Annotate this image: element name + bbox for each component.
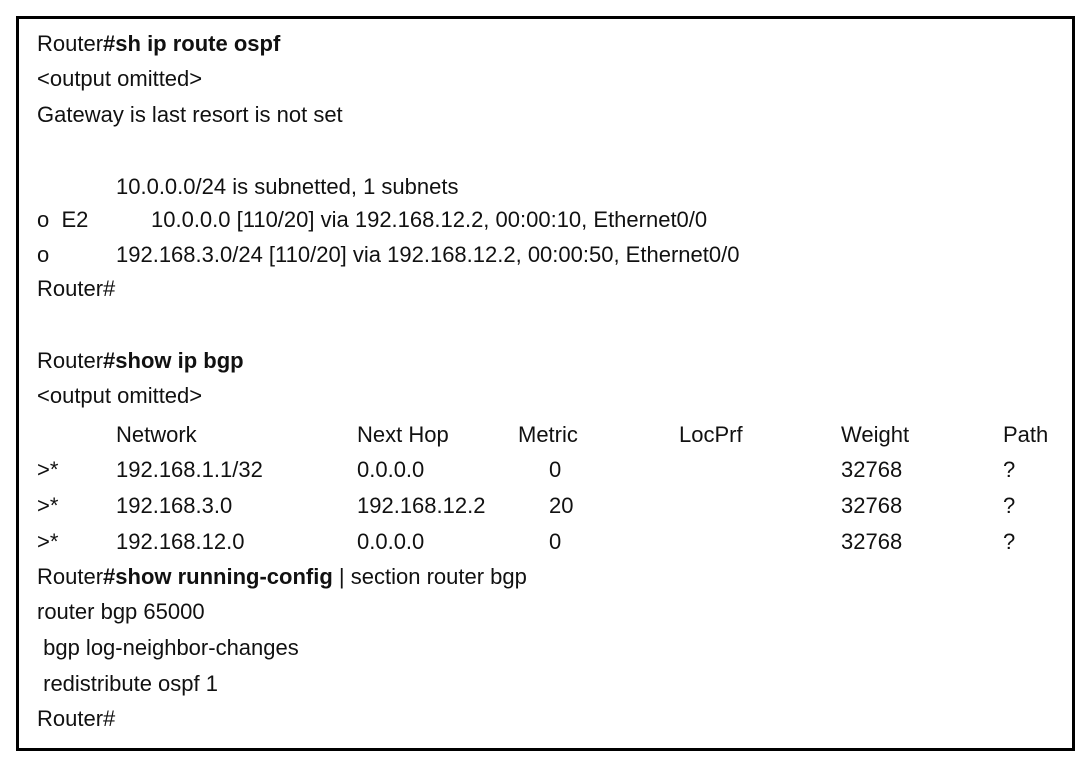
row-status: >* — [37, 457, 59, 482]
prompt: Router — [37, 348, 104, 373]
route-code: o E2 — [37, 207, 89, 232]
config-line: router bgp 65000 — [37, 599, 205, 624]
row-weight: 32768 — [841, 529, 903, 554]
row-next-hop: 0.0.0.0 — [357, 457, 425, 482]
route-code: o — [37, 242, 50, 267]
cli-line-ospf-command — [37, 29, 280, 59]
command-text: #show running-config — [103, 564, 333, 589]
cli-line-prompt: Router# — [37, 706, 116, 731]
column-header-weight: Weight — [841, 422, 910, 447]
row-weight: 32768 — [841, 493, 903, 518]
row-status: >* — [37, 529, 59, 554]
row-metric: 0 — [549, 529, 562, 554]
row-path: ? — [1003, 457, 1016, 482]
route-entry-text: 10.0.0.0 [110/20] via 192.168.12.2, 00:00:10, Ethernet0/0 — [151, 207, 708, 232]
row-weight: 32768 — [841, 457, 903, 482]
cli-line-subnetted: 10.0.0.0/24 is subnetted, 1 subnets — [116, 174, 459, 199]
cli-line-output-omitted: <output omitted> — [37, 66, 203, 91]
column-header-path: Path — [1003, 422, 1049, 447]
prompt: Router — [37, 31, 104, 56]
cli-output-panel — [16, 16, 1075, 751]
column-header-metric: Metric — [518, 422, 578, 447]
config-line: bgp log-neighbor-changes — [37, 635, 299, 660]
column-header-network: Network — [116, 422, 197, 447]
row-next-hop: 192.168.12.2 — [357, 493, 486, 518]
command-text: #sh ip route ospf — [103, 31, 281, 56]
column-header-next-hop: Next Hop — [357, 422, 449, 447]
prompt: Router — [37, 564, 104, 589]
cli-line-config-command — [37, 562, 527, 592]
command-pipe: | section router bgp — [332, 564, 527, 589]
row-metric: 0 — [549, 457, 562, 482]
row-metric: 20 — [549, 493, 574, 518]
column-header-locprf: LocPrf — [679, 422, 743, 447]
cli-line-output-omitted: <output omitted> — [37, 383, 203, 408]
config-line: redistribute ospf 1 — [37, 671, 218, 696]
row-network: 192.168.3.0 — [116, 493, 233, 518]
row-path: ? — [1003, 493, 1016, 518]
route-entry-text: 192.168.3.0/24 [110/20] via 192.168.12.2, 00:00:50, Ethernet0/0 — [116, 242, 740, 267]
row-network: 192.168.12.0 — [116, 529, 245, 554]
cli-line-gateway: Gateway is last resort is not set — [37, 102, 343, 127]
row-next-hop: 0.0.0.0 — [357, 529, 425, 554]
row-status: >* — [37, 493, 59, 518]
row-network: 192.168.1.1/32 — [116, 457, 263, 482]
command-text: #show ip bgp — [103, 348, 244, 373]
cli-line-bgp-command — [37, 346, 244, 376]
cli-line-prompt: Router# — [37, 276, 116, 301]
row-path: ? — [1003, 529, 1016, 554]
